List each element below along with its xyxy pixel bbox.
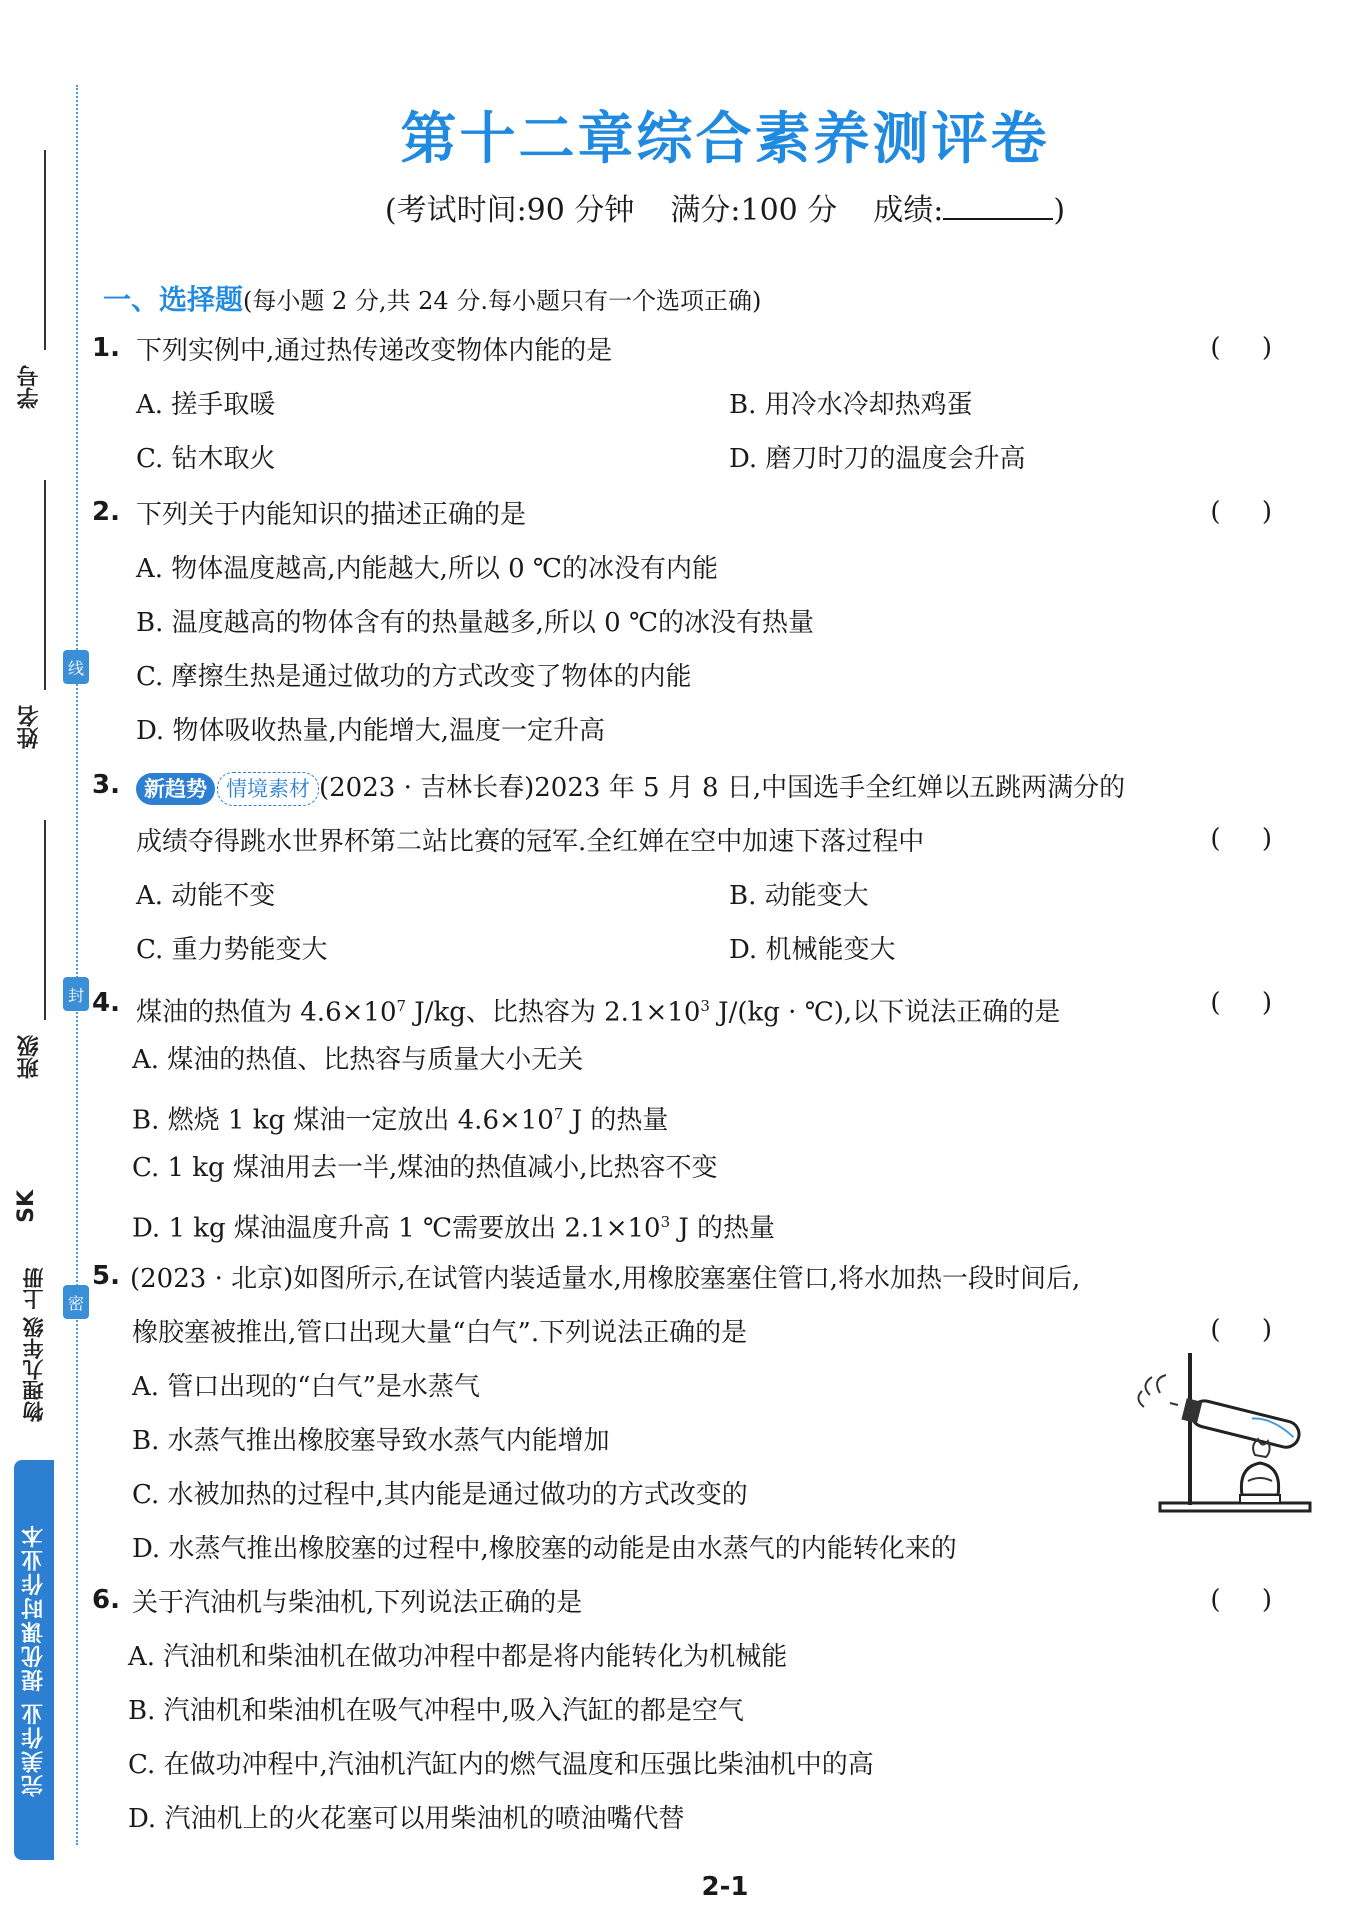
cut-line [76,85,78,1845]
answer-paren[interactable]: ( ) [1210,988,1272,1018]
option-b: B. 用冷水冷却热鸡蛋 [729,390,973,420]
question-number: 1. [92,333,120,363]
test-tube-apparatus-figure [1130,1345,1320,1515]
option-d: D. 磨刀时刀的温度会升高 [729,444,1026,474]
option-d: D. 物体吸收热量,内能增大,温度一定升高 [136,716,605,746]
answer-paren[interactable]: ( ) [1210,1315,1272,1345]
trend-tag: 新趋势 [136,773,215,805]
answer-paren[interactable]: ( ) [1210,824,1272,854]
question-number: 5. [92,1261,120,1291]
option-d: D. 1 kg 煤油温度升高 1 ℃需要放出 $2.1\times 10^3$ J 的热量 [132,1213,776,1244]
context-tag: 情境素材 [217,772,319,806]
question-number: 2. [92,497,120,527]
answer-paren[interactable]: ( ) [1210,333,1272,363]
question-stem-line-2: 橡胶塞被推出,管口出现大量“白气”.下列说法正确的是 [132,1318,748,1348]
cut-mark-secret: 密 [63,1285,89,1319]
brand-grade: 物理九年级 上册 [22,1267,46,1423]
option-d: D. 水蒸气推出橡胶塞的过程中,橡胶塞的动能是由水蒸气的内能转化来的 [132,1534,957,1564]
question-stem-line-1: (2023 · 北京)如图所示,在试管内装适量水,用橡胶塞塞住管口,将水加热一段时间后, [130,1264,1081,1294]
option-d: D. 汽油机上的火花塞可以用柴油机的喷油嘴代替 [128,1804,685,1834]
question-number: 4. [92,988,120,1018]
option-a: A. 物体温度越高,内能越大,所以 0 ℃的冰没有内能 [136,554,718,584]
section-note: (每小题 2 分,共 24 分.每小题只有一个选项正确) [243,287,762,315]
name-label: 姓名 [17,705,42,749]
exam-info: (考试时间:90 分钟 满分:100 分 成绩: ) [384,193,1066,228]
question-stem: 煤油的热值为 $4.6\times 10^7$ J/kg、比热容为 $2.1\times 10^3$ J/(kg · ℃),以下说法正确的是 [136,997,1061,1028]
option-c: C. 钻木取火 [136,444,276,474]
option-a: A. 管口出现的“白气”是水蒸气 [132,1372,480,1402]
question-stem-line-1: 新趋势 情境素材 (2023 · 吉林长春)2023 年 5 月 8 日,中国选手全红婵以五跳两满分的 [136,770,1125,806]
question-number: 3. [92,770,120,800]
student-id-label: 学号 [17,365,42,409]
class-blank [44,820,46,1020]
binding-margin [0,0,100,1928]
option-a: A. 煤油的热值、比热容与质量大小无关 [132,1045,584,1075]
question-stem: 关于汽油机与柴油机,下列说法正确的是 [132,1588,583,1618]
exam-full-score: 满分:100 分 [670,193,838,228]
option-b: B. 温度越高的物体含有的热量越多,所以 0 ℃的冰没有热量 [136,608,815,638]
section-title: 一、选择题 [103,283,244,316]
option-a: A. 搓手取暖 [136,390,276,420]
answer-paren[interactable]: ( ) [1210,497,1272,527]
grade-blank[interactable] [943,192,1053,220]
option-a: A. 汽油机和柴油机在做功冲程中都是将内能转化为机械能 [128,1642,788,1672]
option-d: D. 机械能变大 [729,935,896,965]
class-label: 班级 [17,1035,42,1079]
question-stem: 下列关于内能知识的描述正确的是 [136,500,527,530]
option-c: C. 重力势能变大 [136,935,328,965]
option-c: C. 在做功冲程中,汽油机汽缸内的燃气温度和压强比柴油机中的高 [128,1750,874,1780]
option-c: C. 水被加热的过程中,其内能是通过做功的方式改变的 [132,1480,748,1510]
brand-sk: SK [14,1190,39,1223]
page-number: 2-1 [701,1872,749,1902]
cut-mark-seal: 封 [63,977,89,1011]
option-b: B. 汽油机和柴油机在吸气冲程中,吸入汽缸的都是空气 [128,1696,744,1726]
option-b: B. 动能变大 [729,881,869,911]
cut-mark-line: 线 [63,650,89,684]
section-header [103,278,761,318]
exam-grade-label: 成绩: [873,193,944,228]
question-number: 6. [92,1585,120,1615]
option-c: C. 摩擦生热是通过做功的方式改变了物体的内能 [136,662,692,692]
brand-series: 完美作业 提优课时作业本 [14,1460,54,1860]
option-c: C. 1 kg 煤油用去一半,煤油的热值减小,比热容不变 [132,1153,718,1183]
exam-time: (考试时间:90 分钟 [384,193,635,228]
option-a: A. 动能不变 [136,881,276,911]
option-b: B. 水蒸气推出橡胶塞导致水蒸气内能增加 [132,1426,610,1456]
question-stem-line-2: 成绩夺得跳水世界杯第二站比赛的冠军.全红婵在空中加速下落过程中 [136,827,925,857]
answer-paren[interactable]: ( ) [1210,1585,1272,1615]
page-title: 第十二章综合素养测评卷 [400,106,1050,172]
student-id-blank [44,150,46,350]
option-b: B. 燃烧 1 kg 煤油一定放出 $4.6\times 10^7$ J 的热量 [132,1105,669,1136]
name-blank [44,480,46,690]
question-stem: 下列实例中,通过热传递改变物体内能的是 [136,336,613,366]
